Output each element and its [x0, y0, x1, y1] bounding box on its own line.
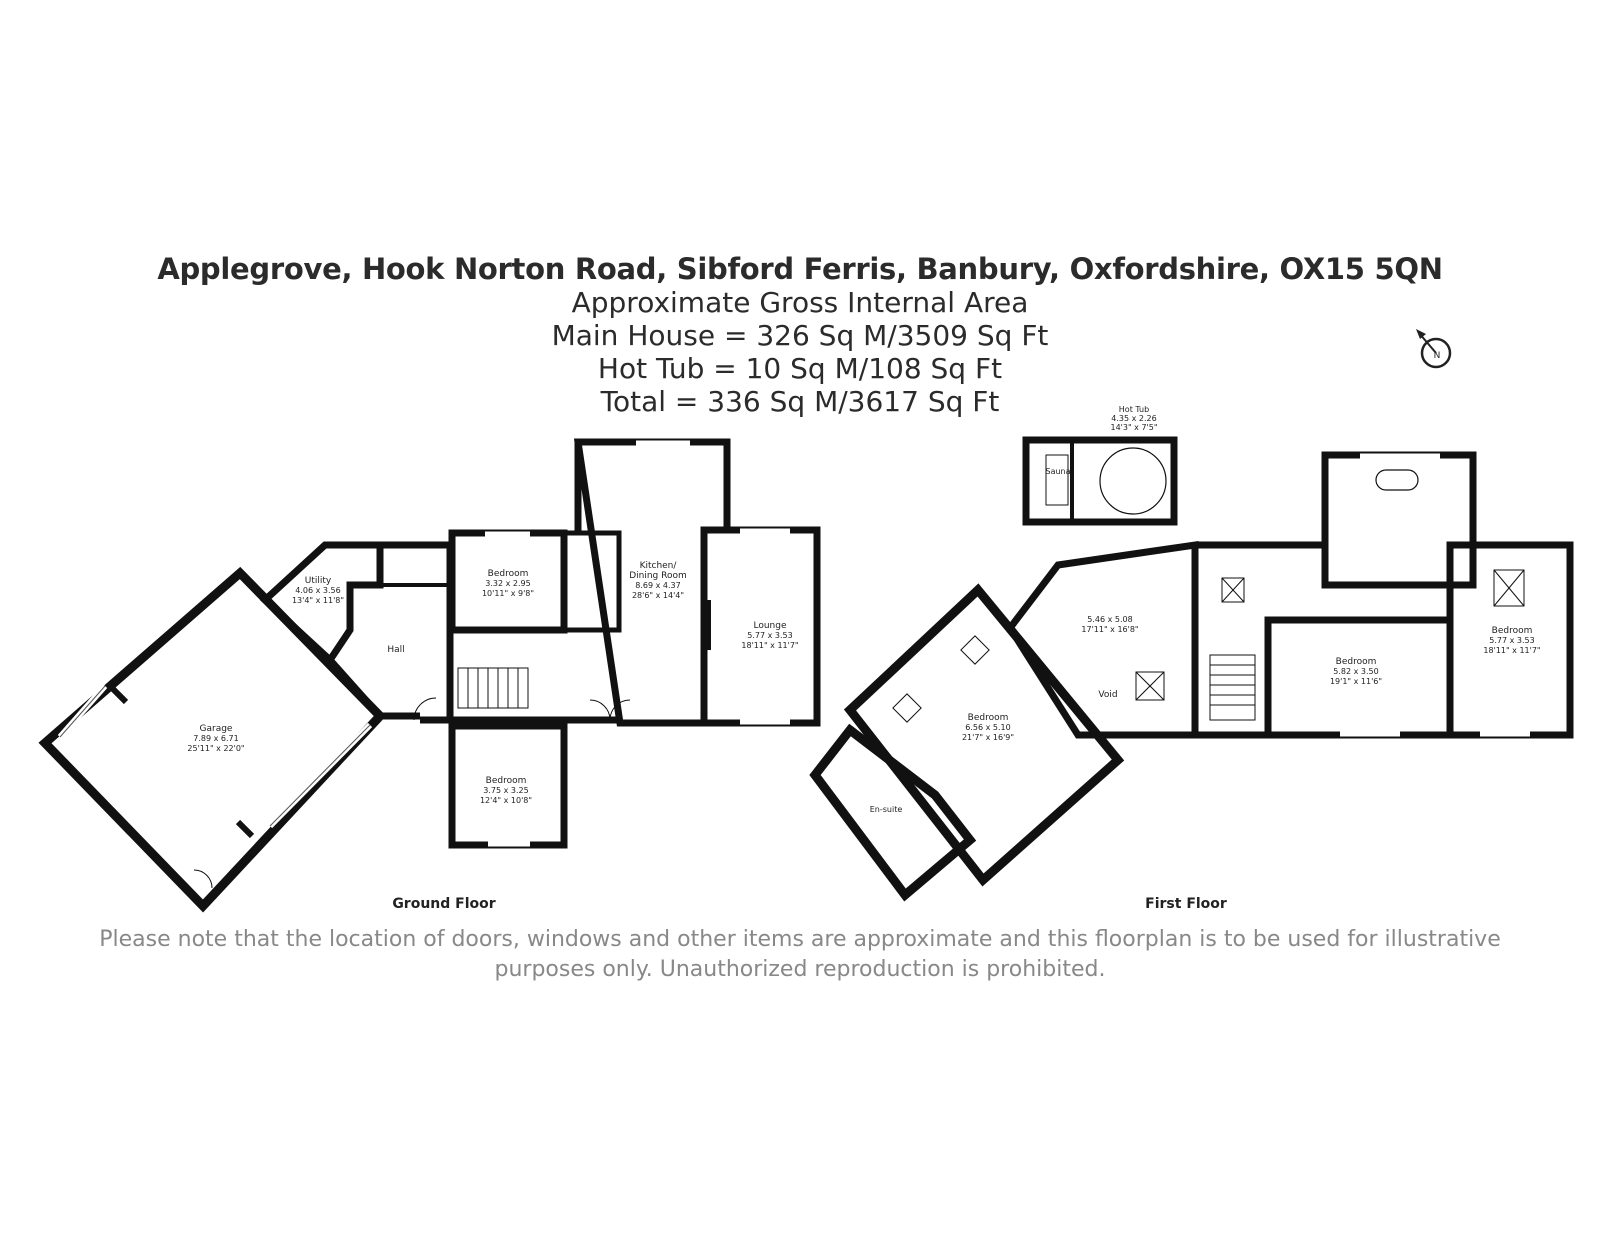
utility-name: Utility — [304, 576, 332, 586]
bedroom4-imperial: 19'1" x 11'6" — [1329, 677, 1383, 686]
kitchen-name-2: Dining Room — [629, 571, 687, 581]
garage-metric: 7.89 x 6.71 — [193, 734, 239, 743]
property-address: Applegrove, Hook Norton Road, Sibford Ferris, Banbury, Oxfordshire, OX15 5QN — [157, 252, 1443, 286]
bedroom1-name: Bedroom — [487, 569, 529, 579]
bedroom5-metric: 5.77 x 3.53 — [1489, 636, 1535, 645]
skylights — [893, 570, 1524, 722]
area-heading: Approximate Gross Internal Area — [571, 286, 1029, 319]
sauna-name: Sauna — [1045, 467, 1071, 476]
ground-floor-label: Ground Floor — [392, 896, 496, 912]
first-stairs — [1210, 655, 1255, 720]
main-house-area: Main House = 326 Sq M/3509 Sq Ft — [551, 319, 1049, 352]
bedroom5-name: Bedroom — [1491, 626, 1533, 636]
hottub-name: Hot Tub — [1118, 405, 1150, 414]
first-floor-label: First Floor — [1145, 896, 1227, 912]
hottub-imperial: 14'3" x 7'5" — [1110, 423, 1158, 432]
ground-stairs — [458, 668, 528, 708]
ensuite-name: En-suite — [869, 805, 903, 814]
utility-imperial: 13'4" x 11'8" — [291, 596, 345, 605]
lounge-imperial: 18'11" x 11'7" — [741, 641, 799, 650]
north-arrow-icon — [1416, 329, 1450, 367]
first-floor-plan — [815, 440, 1570, 895]
bedroom2-metric: 3.75 x 3.25 — [483, 786, 529, 795]
hot-tub-area: Hot Tub = 10 Sq M/108 Sq Ft — [597, 352, 1003, 385]
kitchen-imperial: 28'6" x 14'4" — [631, 591, 685, 600]
bedroom2-imperial: 12'4" x 10'8" — [479, 796, 533, 805]
bedroom3-name: Bedroom — [967, 713, 1009, 723]
hall-outline — [380, 545, 450, 720]
kitchen-name-1: Kitchen/ — [639, 561, 677, 571]
void-name: Void — [1098, 690, 1118, 700]
kitchen-metric: 8.69 x 4.37 — [635, 581, 681, 590]
disclaimer-line-2: purposes only. Unauthorized reproduction is prohibited. — [494, 957, 1106, 982]
utility-metric: 4.06 x 3.56 — [295, 586, 341, 595]
bedroom1-imperial: 10'11" x 9'8" — [481, 589, 535, 598]
landing-outline — [1010, 545, 1195, 735]
bedroom3-metric: 6.56 x 5.10 — [965, 723, 1011, 732]
lounge-metric: 5.77 x 3.53 — [747, 631, 793, 640]
disclaimer-line-1: Please note that the location of doors, windows and other items are approximate and this floorplan is to be used for illustrative — [99, 927, 1501, 952]
bedroom4-metric: 5.82 x 3.50 — [1333, 667, 1379, 676]
garage-name: Garage — [199, 724, 233, 734]
hall-name: Hall — [387, 645, 405, 655]
bedroom2-name: Bedroom — [485, 776, 527, 786]
bedroom3-imperial: 21'7" x 16'9" — [961, 733, 1015, 742]
bedroom5-imperial: 18'11" x 11'7" — [1483, 646, 1541, 655]
compass-label: N — [1433, 351, 1441, 361]
hottub-metric: 4.35 x 2.26 — [1111, 414, 1157, 423]
bedroom4-name: Bedroom — [1335, 657, 1377, 667]
landing-metric: 5.46 x 5.08 — [1087, 615, 1133, 624]
total-area: Total = 336 Sq M/3617 Sq Ft — [600, 385, 1000, 418]
bath — [1376, 470, 1418, 490]
bedroom1-metric: 3.32 x 2.95 — [485, 579, 531, 588]
garage-imperial: 25'11" x 22'0" — [187, 744, 245, 753]
ground-floor-plan — [45, 442, 817, 906]
landing-imperial: 17'11" x 16'8" — [1081, 625, 1139, 634]
lounge-name: Lounge — [753, 621, 787, 631]
